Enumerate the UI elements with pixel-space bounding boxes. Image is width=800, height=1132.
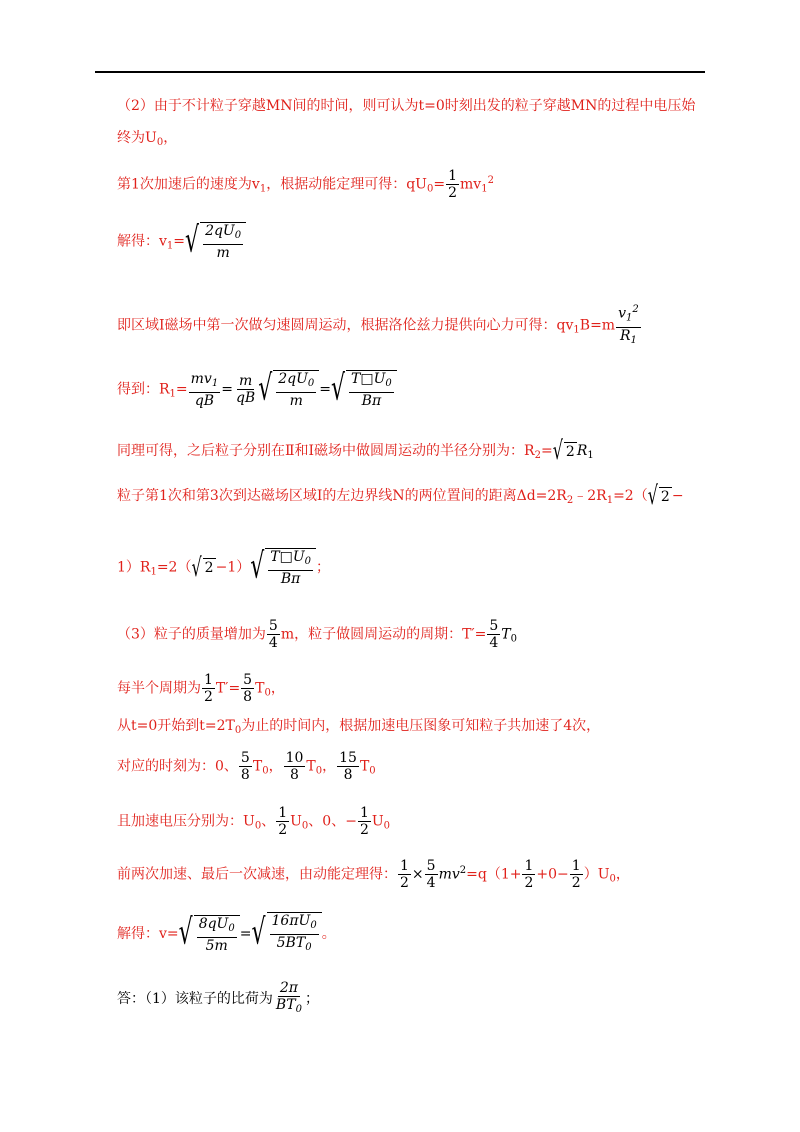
r1-line: 得到：$R_1=$ $\frac{mv_1}{qB}$ = $\frac{m}{qB}$ √ $\frac{2qU_0}{m}$ = √ $\frac{T□U_0}{B\pi}$ (117, 370, 397, 409)
distance-line-2: $1)R_1=2$（ √ 2 −1） √ $\frac{T□U_0}{B\pi}$ ； (117, 546, 331, 587)
solve-v1-line: 解得：$v_1=$ √ $\frac{2qU_0}{m}$ (117, 222, 246, 261)
volts-line: 且加速电压分别为：$U_0$、 $\frac{1}{2}$ $U_0$、0、− $\frac{1}{2}$ $U_0$ (117, 805, 391, 838)
p2-title: （2）由于不计粒子穿越MN间的时间，则可认为t=0时刻出发的粒子穿越MN的过程中电压始 (117, 98, 696, 114)
header-rule (95, 71, 705, 73)
sqrt: √ $\frac{2qU_0}{m}$ (185, 222, 246, 261)
distance-line: 粒子第1次和第3次到达磁场区域Ⅰ的左边界线N的两位置间的距离$\Delta d=2R_2﹣2R_1=2$（ √ 2 − (117, 480, 684, 511)
answer-line: 答：（1）该粒子的比荷为 $\frac{2\pi}{BT_0}$ ； (117, 980, 319, 1015)
fraction: $\frac{1}{2}$ (448, 168, 457, 201)
similar-line: 同理可得，之后粒子分别在Ⅱ和Ⅰ磁场中做圆周运动的半径分别为：$R_2=$ √ 2 $R_1$ (117, 435, 594, 466)
p2-cont: 终为$U_0$， (117, 130, 178, 148)
from-t0-line: 从t=0开始到$t=2T_0$为止的时间内，根据加速电压图象可知粒子共加速了4次， (117, 718, 601, 736)
final-v-line: 解得：v= √ $\frac{8qU_0}{5m}$ = √ $\frac{16\pi U_0}{5BT_0}$ 。 (117, 912, 336, 956)
zone1-line: 即区域Ⅰ磁场中第一次做匀速圆周运动，根据洛伦兹力提供向心力可得：$qv_1B=m$ $\frac{v_1^2}{R_1}$ (117, 304, 639, 346)
times-line: 对应的时刻为：0、 $\frac{5}{8}$ $T_0$， $\frac{10}{8}$ $T_0$， $\frac{15}{8}$ $T_0$ (117, 750, 376, 783)
p3-line: （3）粒子的质量增加为 $\frac{5}{4}$ m，粒子做圆周运动的周期：T′= $\frac{5}{4}$ $T_0$ (117, 618, 518, 651)
energy-line: 前两次加速、最后一次减速，由动能定理得： $\frac{1}{2}$ × $\frac{5}{4}$ $mv^2=q(1+$ $\frac{1}{2}$ +0− $\frac{1}{2}$ ）$U_0$， (117, 858, 630, 891)
first-accel-line: 第1次加速后的速度为$v_1$，根据动能定理可得：$qU_0=$ $\frac{1}{2}$ $mv_1^2$ (117, 168, 494, 201)
half-period-line: 每半个周期为 $\frac{1}{2}$ T′= $\frac{5}{8}$ $T_0$， (117, 672, 285, 705)
